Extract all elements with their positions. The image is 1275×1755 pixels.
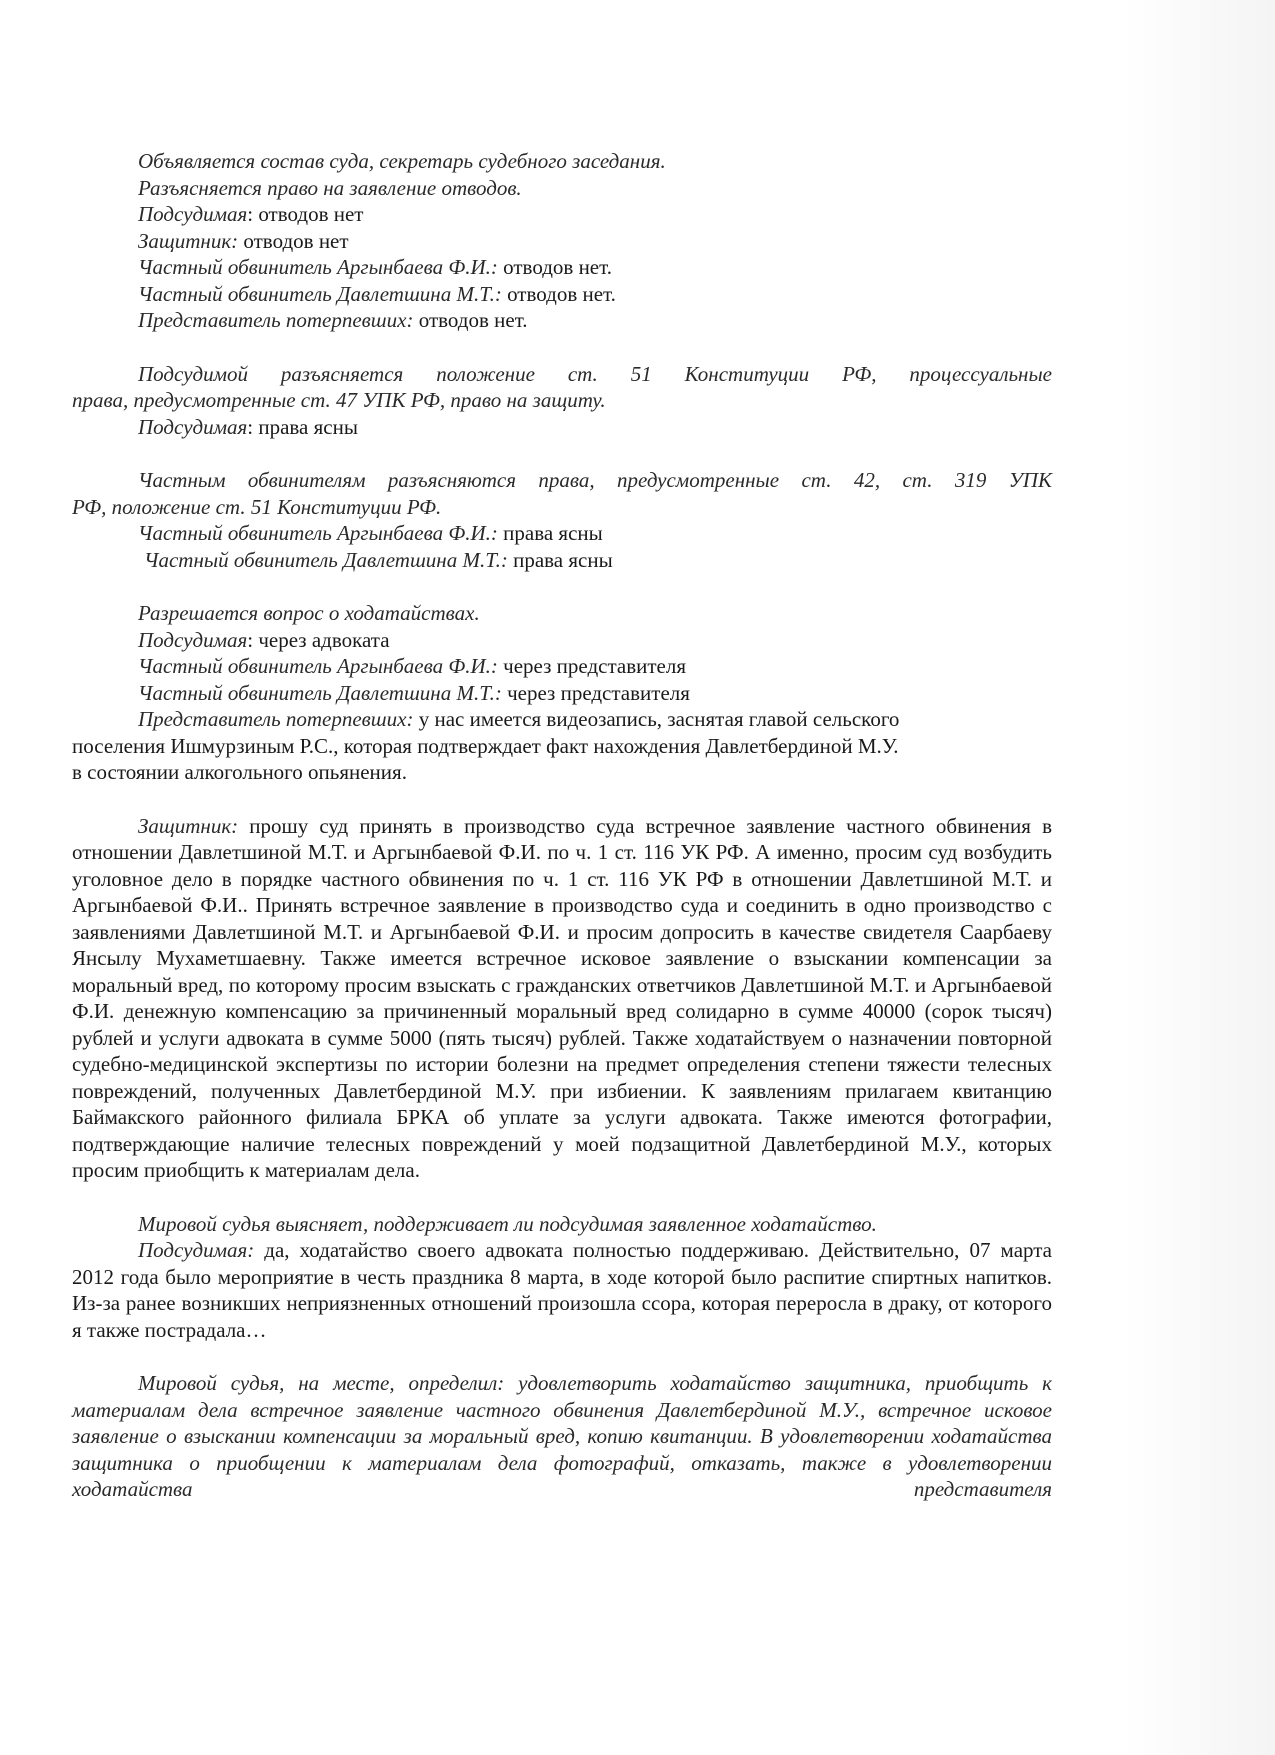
statement-text: : права ясны (247, 414, 358, 439)
statement-text: прошу суд принять в производство суда встречное заявление частного обвинения в отношении Давлетшиной М.Т. и Аргынбаевой Ф.И. по ч. 1 ст. 116 УК РФ. А именно, просим суд возбудить уголовное дело в порядке частного обвинения по ч. 1 ст. 116 УК РФ в отношении Давлетшиной М.Т. и Аргынбаевой Ф.И.. Принять встречное заявление в производство суда и соединить в одно производство с заявлениями Давлетшиной М.Т. и Аргынбаевой Ф.И. и просим допросить в качестве свидетеля Саарбаеву Янсылу Мухаметшаевну. Также имеется встречное исковое заявление о взыскании компенсации за моральный вред, по которому просим взыскать с гражданских ответчиков Давлетшиной М.Т. и Аргынбаевой Ф.И. денежную компенсацию за причиненный моральный вред солидарно в сумме 40000 (сорок тысяч) рублей и услуги адвоката в сумме 5000 (пять тысяч) рублей. Также ходатайствуем о назначении повторной судебно-медицинской экспертизы по истории болезни на предмет определения степени тяжести телесных повреждений, полученных Давлетбердиной М.У. при избиении. К заявлениям прилагаем квитанцию Баймакского районного филиала БРКА об уплате за услуги адвоката. Также имеются фотографии, подтверждающие наличие телесных повреждений у моей подзащитной Давлетбердиной М.У., которых просим приобщить к материалам дела. (72, 813, 1052, 1182)
statement-text: отводов нет. (501, 281, 616, 306)
speaker-label: Представитель потерпевших: (138, 707, 414, 731)
rights-paragraph-line: Подсудимой разъясняется положение ст. 51 Конституции РФ, процессуальные (138, 361, 1052, 386)
prosecutor-2-line (72, 680, 1052, 707)
speaker-label: Подсудимая (138, 627, 248, 652)
speaker-label: Защитник: (138, 228, 239, 253)
speaker-label: Частный обвинитель Аргынбаева Ф.И.: (138, 255, 498, 279)
statement-text: отводов нет. (413, 308, 528, 332)
motions-line: Разрешается вопрос о ходатайствах. (138, 601, 480, 625)
statement-text: через представителя (501, 680, 690, 705)
prosecutor-1-line (72, 254, 1052, 281)
speaker-label: Подсудимая (138, 414, 248, 439)
prosecutor-1-line (72, 520, 1052, 547)
defender-line (72, 228, 1052, 255)
statement-text: у нас имеется видеозапись, заснятая главой сельского (413, 707, 900, 731)
defender-motion-paragraph (72, 813, 1052, 1184)
rights-paragraph-line: РФ, положение ст. 51 Конституции РФ. (72, 494, 442, 519)
representative-line (72, 706, 1052, 733)
speaker-label: Защитник: (138, 813, 239, 838)
speaker-label: Частный обвинитель Аргынбаева Ф.И.: (138, 654, 498, 678)
prosecutor-2-line (72, 281, 1052, 308)
speaker-label: Частный обвинитель Аргынбаева Ф.И.: (138, 521, 498, 545)
statement-text: : отводов нет (247, 202, 364, 226)
announcement-line: Объявляется состав суда, секретарь судебного заседания. (138, 149, 666, 173)
statement-text: права ясны (497, 521, 603, 545)
judge-ruling-paragraph: Мировой судья, на месте, определил: удовлетворить ходатайство защитника, приобщить к материалам дела встречное заявление частного обвинения Давлетбердиной М.У., встречное исковое заявление о взыскании компенсации за моральный вред, копию квитанции. В удовлетворении ходатайства защитника о приобщении к материалам дела фотографий, отказать, также в удовлетворении ходатайства представителя (72, 1371, 1052, 1501)
representative-line (72, 307, 1052, 334)
prosecutor-1-line (72, 653, 1052, 680)
speaker-label: Частный обвинитель Давлетшина М.Т.: (138, 680, 502, 705)
statement-text: да, ходатайство своего адвоката полностью поддерживаю. Действительно, 07 марта 2012 года было мероприятие в честь праздника 8 марта, в ходе которой было распитие спиртных напитков. Из-за ранее возникших неприязненных отношений произошла ссора, которая переросла в драку, от которого я также пострадала… (72, 1238, 1052, 1342)
document-body (72, 148, 1052, 1503)
defendant-line (72, 627, 1052, 654)
speaker-label: Подсудимая (138, 202, 248, 226)
speaker-label: Частный обвинитель Давлетшина М.Т.: (144, 547, 508, 572)
prosecutor-2-line (72, 547, 1052, 574)
rights-paragraph-line: Частным обвинителям разъясняются права, предусмотренные ст. 42, ст. 319 УПК (138, 468, 1052, 492)
representative-continuation: в состоянии алкогольного опьянения. (72, 760, 407, 784)
speaker-label: Представитель потерпевших: (138, 308, 414, 332)
speaker-label: Подсудимая: (138, 1238, 255, 1262)
defendant-line (72, 414, 1052, 441)
defendant-answer-paragraph (72, 1237, 1052, 1343)
rights-paragraph-line: права, предусмотренные ст. 47 УПК РФ, право на защиту. (72, 388, 606, 412)
judge-question-line: Мировой судья выясняет, поддерживает ли подсудимая заявленное ходатайство. (138, 1211, 877, 1236)
statement-text: отводов нет. (497, 255, 612, 279)
statement-text: права ясны (507, 547, 613, 572)
statement-text: : через адвоката (247, 627, 390, 652)
representative-continuation: поселения Ишмурзиным Р.С., которая подтверждает факт нахождения Давлетбердиной М.У. (72, 733, 899, 758)
statement-text: через представителя (497, 654, 686, 678)
defendant-line (72, 201, 1052, 228)
speaker-label: Частный обвинитель Давлетшина М.Т.: (138, 281, 502, 306)
explanation-line: Разъясняется право на заявление отводов. (138, 175, 522, 200)
statement-text: отводов нет (238, 228, 349, 253)
